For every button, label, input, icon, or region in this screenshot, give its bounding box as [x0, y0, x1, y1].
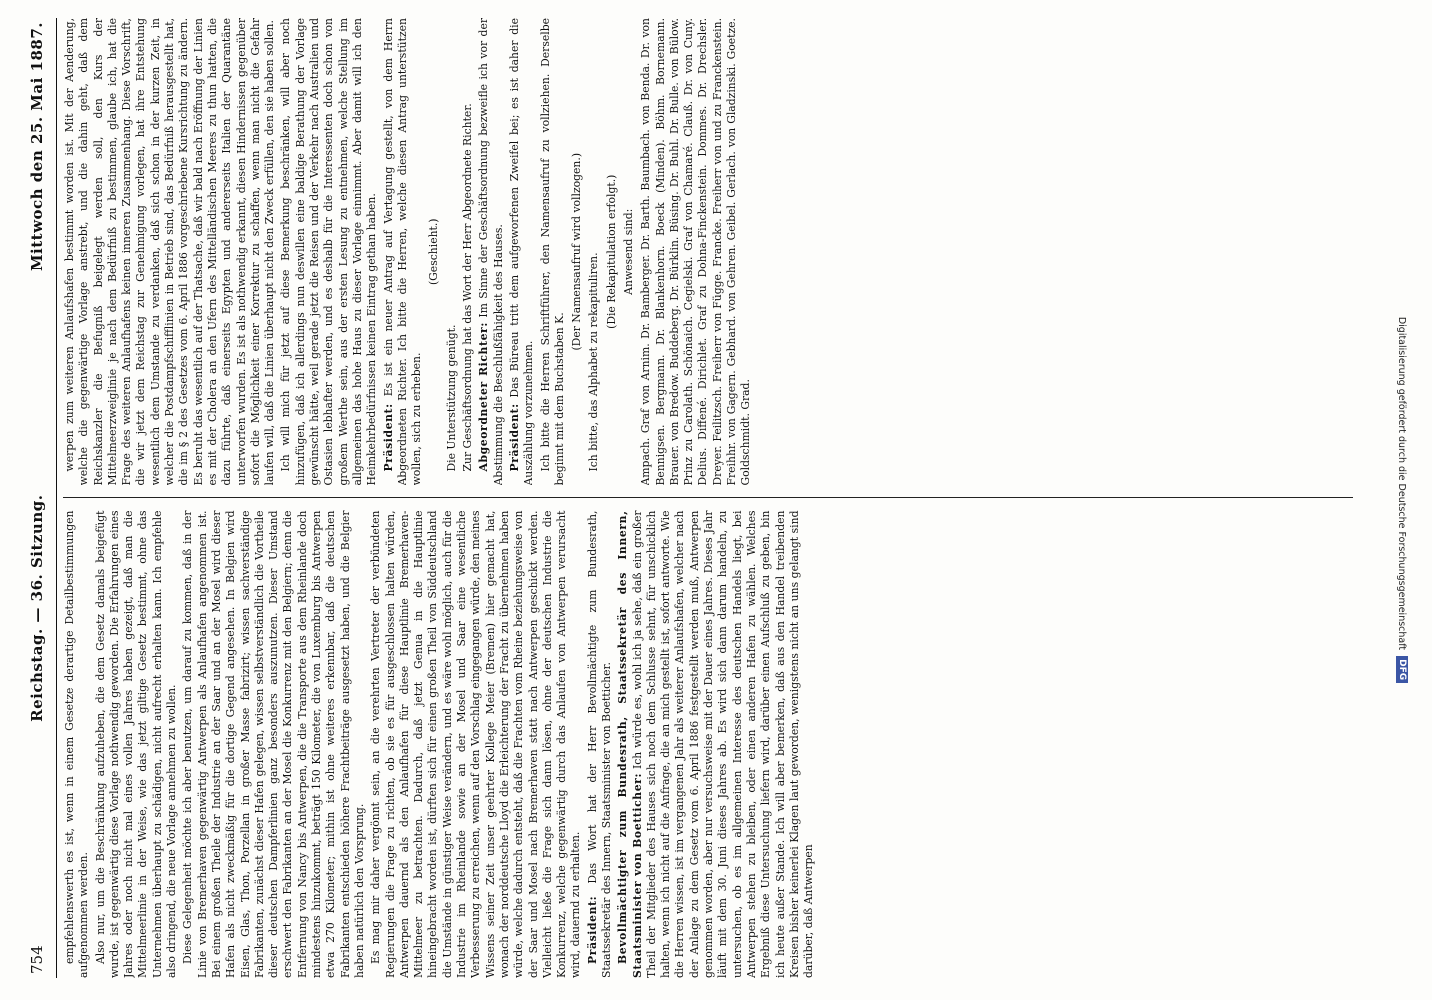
speaker-label: Abgeordneter Richter: — [477, 322, 491, 472]
attendance-list: Ampach. Graf von Arnim. Dr. Bamberger. Dr. Barth. Baumbach. von Benda. Dr. von Bennigsen. Bergmann. Dr. Blankenhorn. Boeck (Minden). Böhm. Bornemann. Brauer. von Bredow. Buddeberg. Dr. Bürklin. Büsing. Dr. Buhl. Dr. Bulle. von Bülow. Prinz zu Carolath. Schönaich. Cegielski. Graf von Chamaré. Clauß. Dr. von Cuny. Delius. Diffené. Dirichlet. Graf zu Dohna-Finckenstein. Dommes. Dr. Drechsler. Dreyer. Feilitzsch. Freiherr von Függe. Francke. Freiherr von und zu Franckenstein. Freihhr. von Gagern. Gebhard. von Gehren. Geibel. Gerlach. von Gladzinski. Goetze. Goldschmidt. Grad. — [639, 18, 753, 486]
paragraph: empfehlenswerth es ist, wenn in einem Gesetze derartige Detailbestimmungen aufgenommen werden. — [63, 510, 91, 978]
speech-text: Im Sinne der Geschäftsordnung bezweifle ich vor der Abstimmung die Beschlußfähigkeit des Hauses. — [477, 18, 505, 486]
paragraph: Ich bitte, das Alphabet zu rekapituliren. — [587, 252, 601, 472]
paragraph: Es mag mir daher vergönnt sein, an die verehrten Vertreter der verbündeten Regierungen die Frage zu richten, ob sie es für ausgeschlossen halten würden, Antwerpen dauernd als den Anlaufhafen für diese Hauptlinie Bremerhaven-Mittelmeer zu betrachten. Dadurch, daß jetzt Genua in die Hauptlinie hineingebracht worden ist, dürften sich für einen großen Theil von Süddeutschland die Umstände in günstiger Weise verändern, und es wäre wohl möglich, auch für die Industrie im Rheinlande sowie an der Mosel und Saar eine wesentliche Verbesserung zu erreichen, wenn auf den Vorschlag eingegangen würde, den meines Wissens seiner Zeit unser geehrter Kollege Meier (Bremen) hier gemacht hat, wonach der norddeutsche Lloyd die Erleichterung der Fracht zu übernehmen haben würde, welche dadurch entsteht, daß die Frachten vom Rheine beziehungsweise von der Saar und Mosel nach Bremerhaven statt nach Antwerpen geschickt werden. Vielleicht ließe die Frage sich dann lösen, ohne der deutschen Industrie die Konkurrenz, welche gegenwärtig durch das Anlaufen von Antwerpen verursacht wird, dauernd zu erhalten. — [369, 510, 583, 978]
speaker-label: Präsident: — [585, 895, 599, 964]
speech-text: Es ist ein neuer Antrag auf Vertagung gestellt, von dem Herrn Abgeordneten Richter. Ich bitte die Herren, welche diesen Antrag unterstützen wollen, sich zu erheben. — [381, 18, 424, 486]
paragraph: werpen zum weiteren Anlaufshafen bestimmt worden ist. Mit der Aenderung, welche die gegenwärtige Vorlage anstrebt, und die dahin geht, daß dem Reichskanzler die Befugniß beigelegt werden soll, den Kurs der Mittelmeerzweiglinie je nach dem Bedürfniß zu bestimmen, glaube ich, hat die Frage des weiteren Anlaufhafens keinen inneren Zusammenhang. Diese Vorschrift, die wir jetzt dem Reichstag zur Genehmigung vorlegen, hat ihre Entstehung wesentlich dem Umstande zu verdanken, daß sich schon in der kurzen Zeit, in welcher die Postdampfschifflinien in Betrieb sind, das Bedürfniß herausgestellt hat, die im § 2 des Gesetzes vom 6. April 1886 vorgeschriebene Kursrichtung zu ändern. Es beruht das wesentlich auf der Thatsache, daß wir bald nach Eröffnung der Linien es mit der Cholera an den Ufern des Mittelländischen Meeres zu thun hatten, die dazu führte, daß einerseits Egypten und andererseits Italien der Quarantäne unterworfen wurden. Es ist als nothwendig erkannt, diesen Hindernissen gegenüber sofort die Möglichkeit einer Korrektur zu schaffen, wenn man nicht die Gefahr laufen will, daß die Linien überhaupt nicht den Zweck erfüllen, den sie haben sollen. — [63, 18, 277, 486]
stage-direction: (Die Rekapitulation erfolgt.) — [604, 174, 618, 329]
stage-direction: (Geschieht.) — [427, 218, 441, 286]
stage-direction: (Der Namensaufruf wird vollzogen.) — [570, 152, 584, 351]
speech-text: Das Büreau tritt dem aufgeworfenen Zweifel bei; es ist daher die Auszählung vorzunehmen. — [507, 18, 536, 486]
speaker-label: Bevollmächtigter zum Bundesrath, Staatssekretär des Innern, Staatsminister von Boetticher: — [616, 510, 644, 978]
footer-text: Digitalisierung gefördert durch die Deutsche Forschungsgemeinschaft — [1396, 316, 1408, 651]
attendance-heading: Anwesend sind: — [621, 208, 635, 295]
page-number: 754 — [28, 945, 46, 974]
speech-paragraph — [382, 18, 425, 486]
paragraph: Zur Geschäftsordnung hat das Wort der Herr Abgeordnete Richter. — [461, 103, 475, 472]
column-divider — [63, 498, 1353, 499]
speaker-label: Präsident: — [507, 403, 521, 472]
digitization-footer — [1392, 0, 1412, 1000]
paragraph: Also nur, um die Beschränkung aufzuheben, die dem Gesetz damals beigefügt wurde, ist gegenwärtig diese Vorlage nothwendig geworden. Die Erfahrungen eines Jahres oder noch nicht mal eines vollen Jahres haben gezeigt, daß man die Mittelmeerlinie in der Weise, wie das jetzt giltige Gesetz bestimmt, ohne das Unternehmen überhaupt zu schädigen, nicht aufrecht erhalten kann. Ich empfehle also dringend, die neue Vorlage annehmen zu wollen. — [93, 510, 179, 978]
speaker-label: Präsident: — [381, 403, 395, 472]
speech-paragraph — [477, 18, 506, 486]
speech-paragraph — [616, 511, 816, 979]
session-title: Reichstag. — 36. Sitzung. — [28, 494, 46, 722]
speech-text: Ich würde es, wohl ich ja sehe, daß ein großer Theil der Mitglieder des Hauses sich noch dem Schlusse sehnt, für unschicklich halten, wenn ich nicht auf die Anfrage, die an mich gestellt ist, sofort antworte. Wie die Herren wissen, ist im vergangenen Jahr als weiterer Anlaufshafen, welcher nach der Anlage zu dem Gesetz vom 6. April 1886 festgestellt werden muß, Antwerpen genommen worden, aber nur versuchsweise mit der Dauer eines Jahres. Dieses Jahr läuft mit dem 30. Juni dieses Jahres ab. Es wird sich dann darum handeln, zu untersuchen, ob es im allgemeinen Interesse des deutschen Handels liegt, bei Antwerpen stehen zu bleiben, oder einen anderen Hafen zu wählen. Welches Ergebniß diese Untersuchung liefern wird, darüber einen Aufschluß zu geben, bin ich heute außer Stande. Ich will aber bemerken, daß aus den Handel treibenden Kreisen bisher keinerlei Klagen laut geworden, wenigstens nicht an uns gelangt sind darüber, daß Antwerpen — [630, 510, 816, 978]
speech-text: Das Wort hat der Herr Bevollmächtigte zum Bundesrath, Staatssekretär des Innern, Staatsminister von Boetticher. — [585, 510, 613, 978]
speech-paragraph — [586, 511, 615, 979]
left-column — [63, 511, 1353, 979]
right-column — [63, 18, 1353, 486]
paragraph: Die Unterstützung genügt. — [444, 324, 458, 472]
speech-paragraph — [508, 18, 537, 486]
paragraph: Ich will mich für jetzt auf diese Bemerkung beschränken, will aber noch hinzufügen, daß ich allerdings nun deswillen eine baldige Berathung der Vorlage gewünscht hätte, weil gerade jetzt die Reisen und der Verkehr nach Australien und Ostasien lebhafter werden, und es deshalb für die Interessenten doch schon von großem Werthe sein, aus der ersten Lesung zu entnehmen, welche Stellung im allgemeinen das hohe Haus zu dieser Vorlage einnimmt. Aber damit will ich den Heimkehrbedürfnissen keinen Eintrag gethan haben. — [279, 18, 379, 486]
paragraph: Ich bitte die Herren Schriftführer, den Namensaufruf zu vollziehen. Derselbe beginnt mit dem Buchstaben K. — [538, 18, 566, 486]
page-header — [28, 18, 57, 978]
dfg-logo: DFG — [1396, 656, 1408, 683]
paragraph: Diese Gelegenheit möchte ich aber benutzen, um darauf zu kommen, daß in der Linie von Bremerhaven gegenwärtig Antwerpen als Anlaufhafen angenommen ist. Bei einem großen Theile der Industrie an der Saar und an der Mosel wird dieser Hafen als nicht zweckmäßig für die dortige Gegend angesehen. In Belgien wird Eisen, Glas, Thon, Porzellan in großer Masse fabrizirt; wissen sachverständige Fabrikanten, zunächst dieser Hafen gelegen, wissen selbstverständlich die Vortheile dieser deutschen Dampferlinien ganz besonders auszunutzen. Dieser Umstand erschwert den Fabrikanten an der Mosel die Konkurrenz mit den Belgiern; denn die Entfernung von Nancy bis Antwerpen, die die Transporte aus dem Rheinlande doch mindestens hinzukommt, beträgt 150 Kilometer, die von Luxemburg bis Antwerpen etwa 270 Kilometer; mithin ist ohne weiteres erkennbar, daß die deutschen Fabrikanten entschieden höhere Frachtbeiträge ausgesetzt haben, und die Belgier haben natürlich den Vorsprung. — [181, 510, 366, 978]
session-date: Mittwoch den 25. Mai 1887. — [28, 22, 46, 272]
